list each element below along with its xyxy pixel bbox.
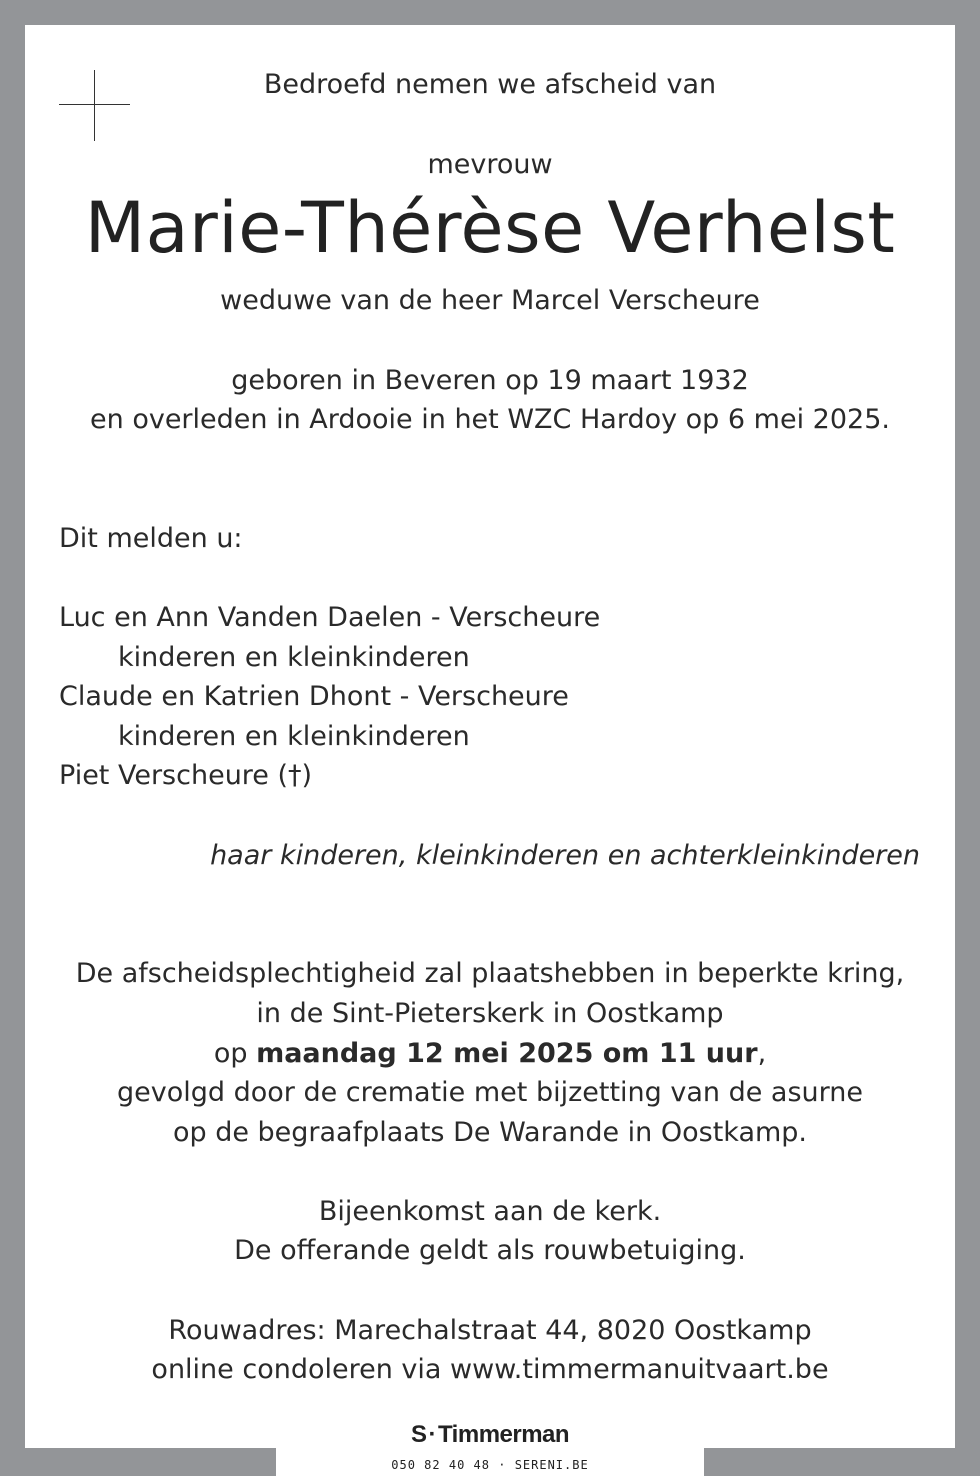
- ceremony-line: op de begraafplaats De Warande in Oostkamp.: [172, 1117, 808, 1148]
- address-line: Rouwadres: Marechalstraat 44, 8020 Oostkamp: [168, 1315, 812, 1346]
- deceased-name: Marie-Thérèse Verhelst: [84, 187, 896, 269]
- family-line: Piet Verscheure (†): [59, 760, 313, 791]
- died-text: en overleden in Ardooie in het WZC Hardoy op 6 mei 2025.: [90, 404, 890, 435]
- website-link: SERENI.BE: [514, 1458, 589, 1472]
- born-text: geboren in Beveren op 19 maart 1932: [231, 365, 749, 396]
- phone-number: 050 82 40 48: [391, 1458, 490, 1472]
- condolence-line: online condoleren via www.timmermanuitvaart.be: [151, 1354, 829, 1385]
- spouse-text: weduwe van de heer Marcel Verscheure: [220, 285, 760, 316]
- family-intro: Dit melden u:: [59, 523, 243, 554]
- family-summary: haar kinderen, kleinkinderen en achterkleinkinderen: [210, 840, 920, 871]
- ceremony-date-line: op maandag 12 mei 2025 om 11 uur,: [213, 1038, 767, 1069]
- funeral-home-contact: 050 82 40 48 · SERENI.BE: [391, 1458, 589, 1472]
- meeting-line: De offerande geldt als rouwbetuiging.: [234, 1235, 746, 1266]
- ceremony-date: maandag 12 mei 2025 om 11 uur: [256, 1038, 758, 1069]
- ceremony-line: De afscheidsplechtigheid zal plaatshebben in beperkte kring,: [75, 958, 905, 989]
- intro-text: Bedroefd nemen we afscheid van: [263, 69, 717, 100]
- ceremony-line: in de Sint-Pieterskerk in Oostkamp: [256, 998, 724, 1029]
- family-line: kinderen en kleinkinderen: [118, 642, 470, 673]
- title-text: mevrouw: [427, 149, 553, 180]
- family-line: Luc en Ann Vanden Daelen - Verscheure: [59, 602, 601, 633]
- funeral-home-logo: S·Timmerman: [410, 1421, 570, 1448]
- family-line: kinderen en kleinkinderen: [118, 721, 470, 752]
- family-line: Claude en Katrien Dhont - Verscheure: [59, 681, 569, 712]
- meeting-line: Bijeenkomst aan de kerk.: [318, 1196, 662, 1227]
- ceremony-line: gevolgd door de crematie met bijzetting van de asurne: [116, 1077, 864, 1108]
